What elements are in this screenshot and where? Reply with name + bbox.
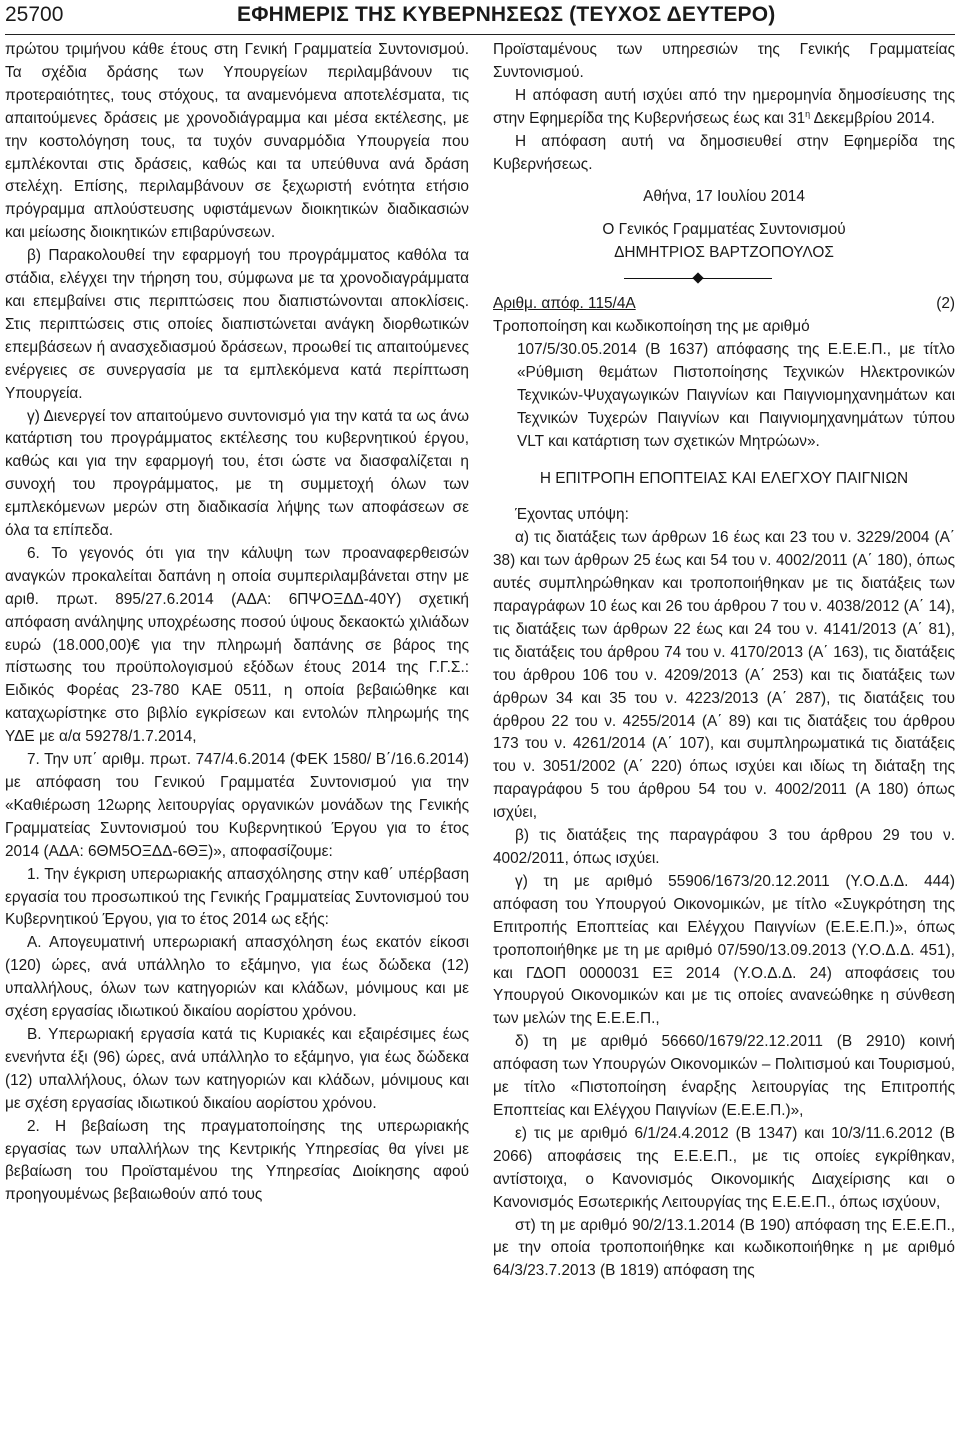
paragraph: γ) Διενεργεί τον απαιτούμενο συντονισμό για την κατά τα ως άνω κατάρτιση του προγράμματος εκτέλεσης του κυβερνητικού έργου, καθώς και για την εφαρμογή του, έτσι ώστε να διασφαλίζεται η συνοχή του προγράμματος, με τη συμμετοχή όλων των εμπλεκόμενων μερών στη διαδικασία λήψης των αποφάσεων σε όλα τα επίπεδα. <box>5 407 469 540</box>
paragraph: Προϊσταμένους των υπηρεσιών της Γενικής Γραμματείας Συντονισμού. <box>493 41 955 81</box>
validity-paragraph <box>493 85 955 131</box>
section-divider <box>493 269 955 289</box>
decision-subject-first: Τροποποίηση και κωδικοποίηση της με αριθμό <box>493 318 810 336</box>
paragraph: 2. Η βεβαίωση της πραγματοποίησης της υπερωριακής εργασίας των υπαλλήλων της Κεντρικής Υπηρεσίας θα γίνει με βεβαίωση του Προϊσταμένου της Υπηρεσίας Διοίκησης αφού προηγουμένως βεβαιωθούν από τους <box>5 1117 469 1204</box>
journal-title: ΕΦΗΜΕΡΙΣ ΤΗΣ ΚΥΒΕΡΝΗΣΕΩΣ (ΤΕΥΧΟΣ ΔΕΥΤΕΡΟ) <box>237 3 776 26</box>
decision-number: (2) <box>936 295 955 313</box>
diamond-icon <box>692 272 703 283</box>
paragraph: γ) τη με αριθμό 55906/1673/20.12.2011 (Υ.Ο.Δ.Δ. 444) απόφαση του Υπουργού Οικονομικών, με τίτλο «Συγκρότηση της Επιτροπής Εποπτείας και Ελέγχου Παιγνίων (Ε.Ε.Ε.Π.)», όπως τροποποιήθηκε με τη με αριθμό 07/590/13.09.2013 (Υ.Ο.Δ.Δ. 451), και ΓΔΟΠ 0000031 ΕΞ 2014 (Υ.Ο.Δ.Δ. 24) αποφάσεις του Υπουργού Οικονομικών και με τις οποίες ανανεώθηκε η σύνθεση των μελών της Ε.Ε.Ε.Π., <box>493 872 955 1028</box>
paragraph: δ) τη με αριθμό 56660/1679/22.12.2011 (Β 2910) κοινή απόφαση των Υπουργών Οικονομικών – Πολιτισμού και Τουρισμού, με τίτλο «Πιστοποίηση έναρξης λειτουργίας της Επιτροπής Εποπτείας και Ελέγχου Παιγνίων (Ε.Ε.Ε.Π.)», <box>493 1033 955 1119</box>
signature-date: Αθήνα, 17 Ιουλίου 2014 <box>643 188 805 206</box>
paragraph: πρώτου τριμήνου κάθε έτους στη Γενική Γραμματεία Συντονισμού. Τα σχέδια δράσης των Υπουργείων περιλαμβάνουν τις προτεραιότητες, τους στόχους, τα αναμενόμενα αποτελέσματα, τις απαιτούμενες δράσεις με χρονοδιάγραμμα και μέσα εκτέλεσης, με την κοστολόγηση τους, τα τυχόν συναρμόδια Υπουργεία που εμπλέκονται στις δράσεις, καθώς και τα υπεύθυνα ανά δράση στελέχη. Επίσης, περιλαμβάνουν σε ξεχωριστή ενότητα ετήσιο πρόγραμμα απλούστευσης υφιστάμενων διοικητικών διαδικασιών και μείωσης διοικητικών επιβαρύνσεων. <box>5 41 469 242</box>
page-number: 25700 <box>5 3 64 26</box>
paragraph: 7. Την υπ΄ αριθμ. πρωτ. 747/4.6.2014 (ΦΕΚ 1580/ Β΄/16.6.2014) με απόφαση του Γενικού Γραμματέα Συντονισμού για την «Καθιέρωση 12ωρης λειτουργίας οργανικών μονάδων της Γενικής Γραμματείας Συντονισμού του Κυβερνητικού Έργου για το έτος 2014 (ΑΔΑ: 6ΘΜ5ΟΞΔΔ-6ΘΞ)», αποφασίζουμε: <box>5 751 469 860</box>
paragraph: β) Παρακολουθεί την εφαρμογή του προγράμματος καθόλα τα στάδια, ελέγχει την τήρηση του, σύμφωνα με τα χρονοδιαγράμματα και επεμβαίνει στις περιπτώσεις που διαπιστώνονται αποκλίσεις. Στις περιπτώσεις στις οποίες διαπιστώνεται ανάγκη διορθωτικών επεμβάσεων ή ανασχεδιασμού δράσεων, προωθεί τις απαιτούμενες ενέργειες σε συνεργασία με τα εμπλεκόμενα κατά περίπτωση Υπουργεία. <box>5 247 469 402</box>
decision-header <box>493 293 955 316</box>
signature-name: ΔΗΜΗΤΡΙΟΣ ΒΑΡΤΖΟΠΟΥΛΟΣ <box>614 244 834 262</box>
paragraph: Έχοντας υπόψη: <box>515 506 629 524</box>
decision-subject-rest: 107/5/30.05.2014 (Β 1637) απόφασης της Ε.Ε.Ε.Π., με τίτλο «Ρύθμιση θεμάτων Πιστοποίησης Τεχνικών Ηλεκτρονικών Τεχνικών-Ψυχαγωγικών Παιγνίων και Παιγνιομηχανημάτων και Τεχνικών Τυχερών Παιγνίων και Παιγνιομηχανημάτων τύπου VLT και κατάρτιση των σχετικών Μητρώων». <box>517 340 955 450</box>
signature-title: Ο Γενικός Γραμματέας Συντονισμού <box>602 221 846 239</box>
ordinal-superscript: η <box>805 108 811 119</box>
paragraph: β) τις διατάξεις της παραγράφου 3 του άρθρου 29 του ν. 4002/2011, όπως ισχύει. <box>493 827 955 867</box>
paragraph: στ) τη με αριθμό 90/2/13.1.2014 (Β 190) απόφαση της Ε.Ε.Ε.Π., με την οποία τροποποιήθηκε και κωδικοποιήθηκε η με αριθμό 64/3/23.7.2013 (Β 1819) απόφαση της <box>493 1216 955 1280</box>
paragraph: 6. Το γεγονός ότι για την κάλυψη των προαναφερθεισών αναγκών προκαλείται δαπάνη η οποία συμπεριλαμβάνεται στην με αριθ. πρωτ. 895/27.6.2014 (ΑΔΑ: 6ΠΨΟΞΔΔ-40Υ) σχετική απόφαση ανάληψης υποχρέωσης ποσού ύψους δεκαοκτώ χιλιάδων ευρώ (18.000,00)€ για την πληρωμή δαπάνης σε βάρος της πίστωσης του προϋπολογισμού εξόδων έτους 2014 της Γ.Γ.Σ.: Ειδικός Φορέας 23-780 ΚΑΕ 0511, η οποία βεβαιώθηκε και καταχωρίστηκε στο βιβλίο εγκρίσεων και εντολών πληρωμής της ΥΔΕ με α/α 59278/1.7.2014, <box>5 544 469 746</box>
decision-subject <box>493 316 955 453</box>
committee-title: Η ΕΠΙΤΡΟΠΗ ΕΠΟΠΤΕΙΑΣ ΚΑΙ ΕΛΕΓΧΟΥ ΠΑΙΓΝΙΩΝ <box>539 469 909 487</box>
paragraph: Β. Υπερωριακή εργασία κατά τις Κυριακές και εξαιρέσιμες έως ενενήντα έξι (96) ώρες, ανά υπάλληλο το εξάμηνο, για έως δώδεκα (12) υπαλλήλους, όλων των κατηγοριών και κλάδων, μόνιμους και με σχέση εργασίας ιδιωτικού δικαίου αορίστου χρόνου. <box>5 1025 469 1112</box>
paragraph: α) τις διατάξεις των άρθρων 16 έως και 23 του ν. 3229/2004 (Α΄ 38) και των άρθρων 25 έως και 54 του ν. 4002/2011 (Α΄ 180), όπως αυτές συμπληρώθηκαν και τροποποιήθηκαν με τις διατάξεις των παραγράφων 10 έως και 26 του άρθρου 7 του ν. 4038/2012 (Α΄ 14), τις διατάξεις των άρθρων 22 έως και 24 του ν. 4141/2013 (Α΄ 81), τις διατάξεις του άρθρου 74 του ν. 4170/2013 (Α΄ 163), τις διατάξεις του άρθρου 106 του ν. 4209/2013 (Α΄ 253) και τις διατάξεις των άρθρων 34 και 35 του ν. 4223/2013 (Α΄ 287), τις διατάξεις του άρθρου 22 του ν. 4255/2014 (Α΄ 89) και τις διατάξεις του άρθρου 173 του ν. 4261/2014 (Α΄ 107), και συμπληρωματικά τις διατάξεις του ν. 3051/2002 (Α΄ 220) όπως ισχύει και ιδίως τη διάταξη της παραγράφου 5 του άρθρου 54 του ν. 4002/2011 (Α 180) όπως ισχύει, <box>493 529 955 822</box>
paragraph: Η απόφαση αυτή να δημοσιευθεί στην Εφημερίδα της Κυβερνήσεως. <box>493 132 955 173</box>
validity-text-end: Δεκεμβρίου 2014. <box>810 109 935 127</box>
page-header <box>5 0 955 35</box>
paragraph: Α. Απογευματινή υπερωριακή απασχόληση έως εκατόν είκοσι (120) ώρες, ανά υπάλληλο το εξάμηνο, για έως δώδεκα (12) υπαλλήλους, όλων των κατηγοριών και κλάδων, μόνιμους και με σχέση εργασίας ιδιωτικού δικαίου αορίστου χρόνου. <box>5 934 469 1021</box>
decision-reference: Αριθμ. απόφ. 115/4Α <box>493 295 636 313</box>
right-column <box>493 39 955 1283</box>
paragraph: ε) τις με αριθμό 6/1/24.4.2012 (Β 1347) και 10/3/11.6.2012 (Β 2066) αποφάσεις της Ε.Ε.Ε.Π., με τις οποίες εγκρίθηκαν, αντίστοιχα, ο Κανονισμός Οικονομικής Διαχείρισης και ο Κανονισμός Εσωτερικής Λειτουργίας της Ε.Ε.Ε.Π., όπως ισχύουν, <box>493 1124 955 1211</box>
validity-text: Η απόφαση αυτή ισχύει από την ημερομηνία δημοσίευσης της στην Εφημερίδα της Κυβερνήσεως έως και 31 <box>493 86 955 127</box>
left-column <box>5 39 469 1207</box>
paragraph: 1. Την έγκριση υπερωριακής απασχόλησης στην καθ΄ υπέρβαση εργασία του προσωπικού της Γενικής Γραμματείας Συντονισμού του Κυβερνητικού Έργου, για το έτος 2014 ως εξής: <box>5 865 469 929</box>
